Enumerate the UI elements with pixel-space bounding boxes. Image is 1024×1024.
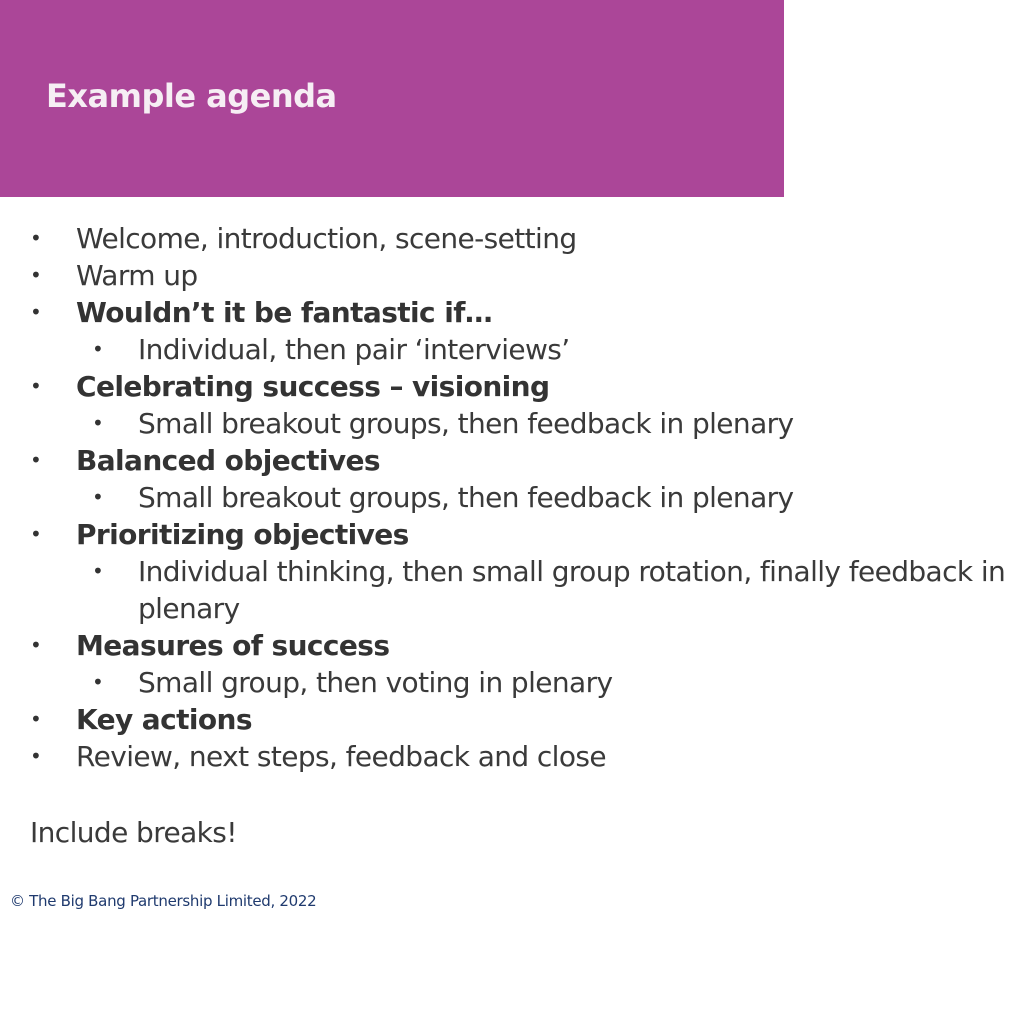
bullet-icon: • — [30, 633, 42, 657]
bullet-icon: • — [30, 707, 42, 731]
agenda-item — [0, 701, 1024, 738]
agenda-subitem — [0, 405, 1018, 442]
agenda-subitem — [0, 664, 1018, 701]
bullet-icon: • — [92, 485, 104, 509]
bullet-icon: • — [30, 744, 42, 768]
bullet-icon: • — [30, 300, 42, 324]
bullet-icon: • — [30, 448, 42, 472]
agenda-subitem — [0, 553, 1018, 627]
bullet-icon: • — [92, 559, 104, 583]
agenda-subitem-text: Small group, then voting in plenary — [138, 666, 613, 699]
slide-title: Example agenda — [46, 77, 337, 115]
agenda-item — [0, 738, 1024, 775]
agenda-subitem — [0, 331, 1018, 368]
agenda-item-text: Review, next steps, feedback and close — [76, 740, 607, 773]
agenda-subitem-text: Small breakout groups, then feedback in plenary — [138, 407, 794, 440]
agenda-subitem — [0, 479, 1018, 516]
agenda-item-text: Balanced objectives — [76, 444, 380, 477]
bullet-icon: • — [30, 263, 42, 287]
agenda-item-text: Celebrating success – visioning — [76, 370, 550, 403]
agenda-item — [0, 294, 1024, 331]
agenda-subitem-text: Individual thinking, then small group rotation, finally feedback in plenary — [138, 555, 1006, 625]
agenda-item-text: Key actions — [76, 703, 252, 736]
bullet-icon: • — [30, 226, 42, 250]
bullet-icon: • — [30, 374, 42, 398]
agenda-item-text: Wouldn’t it be fantastic if… — [76, 296, 493, 329]
agenda-list — [0, 220, 1024, 775]
bullet-icon: • — [92, 411, 104, 435]
agenda-subitem-text: Small breakout groups, then feedback in plenary — [138, 481, 794, 514]
agenda-item — [0, 516, 1024, 553]
agenda-item-text: Prioritizing objectives — [76, 518, 409, 551]
agenda-item-text: Measures of success — [76, 629, 390, 662]
agenda-subitem-text: Individual, then pair ‘interviews’ — [138, 333, 570, 366]
agenda-item-text: Welcome, introduction, scene-setting — [76, 222, 577, 255]
bullet-icon: • — [92, 670, 104, 694]
agenda-item-text: Warm up — [76, 259, 198, 292]
footer-copyright: © The Big Bang Partnership Limited, 2022 — [10, 892, 317, 910]
agenda-item — [0, 627, 1024, 664]
closing-note: Include breaks! — [30, 816, 237, 849]
bullet-icon: • — [30, 522, 42, 546]
agenda-item — [0, 442, 1024, 479]
agenda-item — [0, 368, 1024, 405]
bullet-icon: • — [92, 337, 104, 361]
agenda-item — [0, 257, 1024, 294]
agenda-item — [0, 220, 1024, 257]
